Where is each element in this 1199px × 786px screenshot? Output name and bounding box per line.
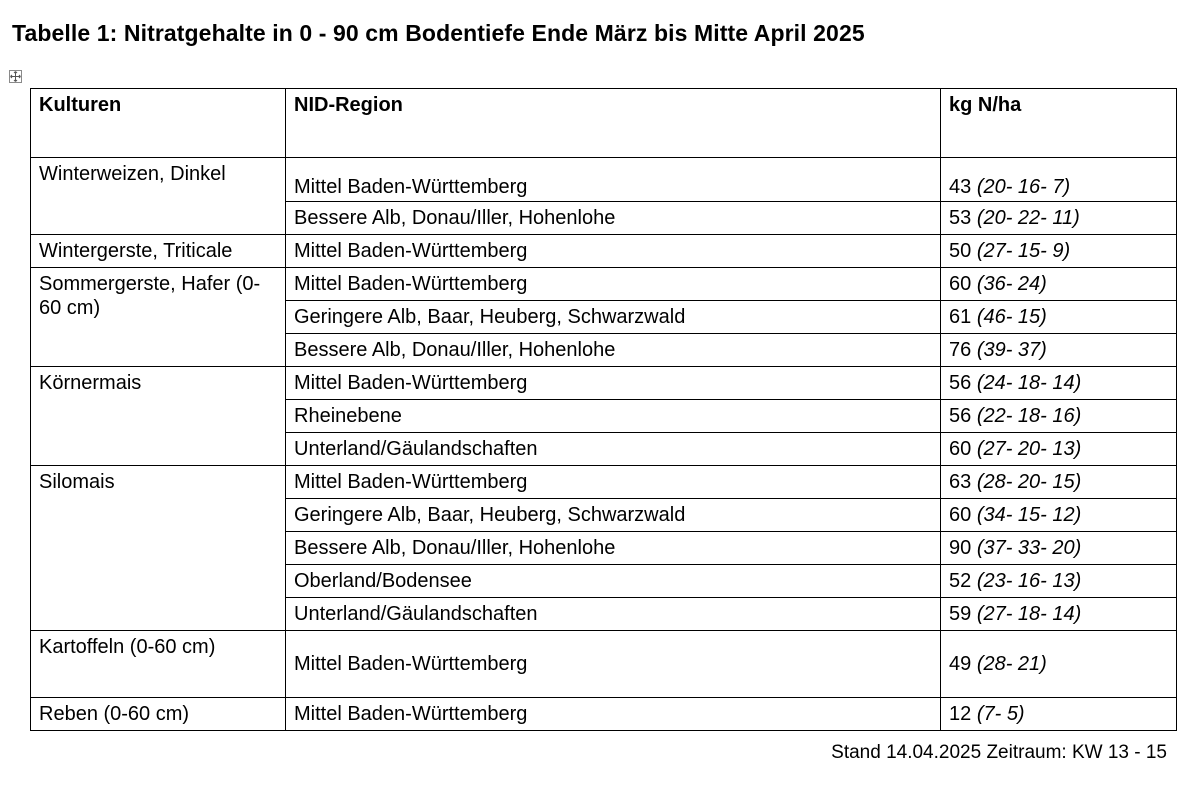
table-row <box>31 698 1177 731</box>
nitrate-range: (36- 24) <box>976 273 1047 295</box>
nitrate-range: (20- 22- 11) <box>976 207 1080 229</box>
nitrate-range: (37- 33- 20) <box>976 537 1082 559</box>
value-cell <box>941 466 1177 499</box>
value-cell <box>941 301 1177 334</box>
region-cell: Mittel Baden-Württemberg <box>286 268 941 301</box>
footer-note: Stand 14.04.2025 Zeitraum: KW 13 - 15 <box>831 742 1167 763</box>
value-cell <box>941 499 1177 532</box>
nitrate-range: (34- 15- 12) <box>976 504 1082 526</box>
value-cell <box>941 367 1177 400</box>
nitrate-range: (46- 15) <box>976 306 1047 328</box>
crop-cell: Silomais <box>31 466 286 631</box>
table-row <box>31 268 1177 301</box>
nitrate-range: (22- 18- 16) <box>976 405 1082 427</box>
header-value: kg N/ha <box>941 89 1177 158</box>
table-row <box>31 367 1177 400</box>
nitrate-value: 60 <box>949 504 972 526</box>
nitrate-range: (28- 20- 15) <box>976 471 1082 493</box>
value-cell <box>941 532 1177 565</box>
nitrate-value: 53 <box>949 207 972 229</box>
value-cell <box>941 400 1177 433</box>
nitrate-value: 52 <box>949 570 972 592</box>
region-cell: Mittel Baden-Württemberg <box>286 235 941 268</box>
region-cell: Mittel Baden-Württemberg <box>286 466 941 499</box>
value-cell <box>941 334 1177 367</box>
table-body <box>31 158 1177 731</box>
value-cell <box>941 268 1177 301</box>
region-cell: Bessere Alb, Donau/Iller, Hohenlohe <box>286 334 941 367</box>
region-cell: Mittel Baden-Württemberg <box>286 698 941 731</box>
nitrate-table <box>30 88 1177 731</box>
header-region: NID-Region <box>286 89 941 158</box>
nitrate-value: 50 <box>949 240 972 262</box>
value-cell <box>941 235 1177 268</box>
nitrate-value: 63 <box>949 471 972 493</box>
nitrate-range: (27- 18- 14) <box>976 603 1082 625</box>
table-row <box>31 466 1177 499</box>
nitrate-value: 43 <box>949 175 972 198</box>
value-cell <box>941 598 1177 631</box>
nitrate-value: 49 <box>949 653 972 675</box>
crop-cell: Körnermais <box>31 367 286 466</box>
region-cell: Bessere Alb, Donau/Iller, Hohenlohe <box>286 532 941 565</box>
move-cross-icon[interactable] <box>9 70 22 83</box>
crop-cell: Wintergerste, Triticale <box>31 235 286 268</box>
region-cell: Mittel Baden-Württemberg <box>286 631 941 698</box>
nitrate-value: 90 <box>949 537 972 559</box>
nitrate-range: (23- 16- 13) <box>976 570 1082 592</box>
table-row <box>31 631 1177 698</box>
value-cell <box>941 158 1177 202</box>
nitrate-range: (39- 37) <box>976 339 1047 361</box>
nitrate-range: (20- 16- 7) <box>976 175 1071 198</box>
header-crops: Kulturen <box>31 89 286 158</box>
region-cell: Unterland/Gäulandschaften <box>286 598 941 631</box>
table-row <box>31 158 1177 202</box>
value-cell <box>941 202 1177 235</box>
nitrate-value: 60 <box>949 273 972 295</box>
value-cell <box>941 565 1177 598</box>
nitrate-range: (28- 21) <box>976 653 1047 675</box>
nitrate-value: 56 <box>949 372 972 394</box>
nitrate-value: 12 <box>949 703 972 725</box>
region-cell: Mittel Baden-Württemberg <box>286 158 941 202</box>
value-cell <box>941 698 1177 731</box>
region-cell: Unterland/Gäulandschaften <box>286 433 941 466</box>
region-cell: Rheinebene <box>286 400 941 433</box>
region-cell: Oberland/Bodensee <box>286 565 941 598</box>
value-cell <box>941 631 1177 698</box>
region-cell: Geringere Alb, Baar, Heuberg, Schwarzwald <box>286 499 941 532</box>
crop-cell: Reben (0-60 cm) <box>31 698 286 731</box>
table-row <box>31 235 1177 268</box>
header-row <box>31 89 1177 158</box>
value-cell <box>941 433 1177 466</box>
crop-cell: Winterweizen, Dinkel <box>31 158 286 235</box>
nitrate-value: 76 <box>949 339 972 361</box>
crop-cell: Kartoffeln (0-60 cm) <box>31 631 286 698</box>
region-cell: Mittel Baden-Württemberg <box>286 367 941 400</box>
nitrate-value: 56 <box>949 405 972 427</box>
table-title: Tabelle 1: Nitratgehalte in 0 - 90 cm Bodentiefe Ende März bis Mitte April 2025 <box>12 20 865 46</box>
crop-cell: Sommergerste, Hafer (0-60 cm) <box>31 268 286 367</box>
region-cell: Bessere Alb, Donau/Iller, Hohenlohe <box>286 202 941 235</box>
nitrate-range: (7- 5) <box>976 703 1025 725</box>
nitrate-range: (24- 18- 14) <box>976 372 1082 394</box>
nitrate-value: 61 <box>949 306 972 328</box>
nitrate-value: 60 <box>949 438 972 460</box>
nitrate-range: (27- 20- 13) <box>976 438 1082 460</box>
nitrate-value: 59 <box>949 603 972 625</box>
nitrate-range: (27- 15- 9) <box>976 240 1071 262</box>
region-cell: Geringere Alb, Baar, Heuberg, Schwarzwald <box>286 301 941 334</box>
